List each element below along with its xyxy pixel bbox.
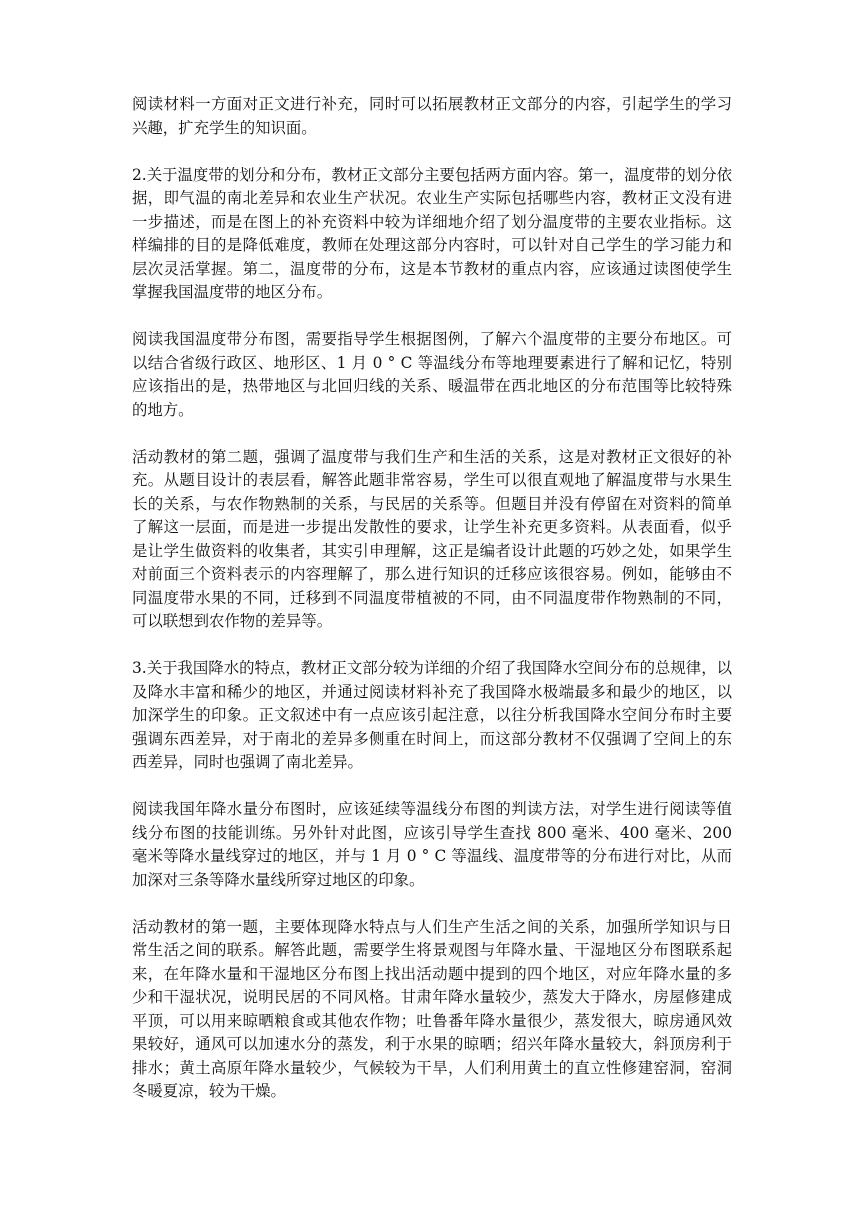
- paragraph-reading-material: 阅读材料一方面对正文进行补充，同时可以拓展教材正文部分的内容，引起学生的学习兴趣，扩充学生的知识面。: [132, 95, 732, 137]
- paragraph-activity-second-question: 活动教材的第二题，强调了温度带与我们生产和生活的关系，这是对教材正文很好的补充。从题目设计的表层看，解答此题非常容易，学生可以很直观地了解温度带与水果生长的关系，与农作物熟制的关系，与民居的关系等。但题目并没有停留在对资料的简单了解这一层面，而是进一步提出发散性的要求，让学生补充更多资料。从表面看，似乎是让学生做资料的收集者，其实引申理解，这正是编者设计此题的巧妙之处，如果学生对前面三个资料表示的内容理解了，那么进行知识的迁移应该很容易。例如，能够由不同温度带水果的不同，迁移到不同温度带植被的不同，由不同温度带作物熟制的不同，可以联想到农作物的差异等。: [132, 447, 732, 630]
- paragraph-activity-first-question: 活动教材的第一题，主要体现降水特点与人们生产生活之间的关系，加强所学知识与日常生活之间的联系。解答此题，需要学生将景观图与年降水量、干湿地区分布图联系起来，在年降水量和干湿地区分布图上找出活动题中提到的四个地区，对应年降水量的多少和干湿状况，说明民居的不同风格。甘肃年降水量较少，蒸发大于降水，房屋修建成平顶，可以用来晾晒粮食或其他农作物；吐鲁番年降水量很少，蒸发很大，晾房通风效果较好，通风可以加速水分的蒸发，利于水果的晾晒；绍兴年降水量较大，斜顶房利于排水；黄土高原年降水量较少，气候较为干旱，人们利用黄土的直立性修建窑洞，窑洞冬暖夏凉，较为干燥。: [132, 917, 732, 1100]
- paragraph-temperature-zones: 2.关于温度带的划分和分布，教材正文部分主要包括两方面内容。第一，温度带的划分依据，即气温的南北差异和农业生产状况。农业生产实际包括哪些内容，教材正文没有进一步描述，而是在图上的补充资料中较为详细地介绍了划分温度带的主要农业指标。这样编排的目的是降低难度，教师在处理这部分内容时，可以针对自己学生的学习能力和层次灵活掌握。第二，温度带的分布，这是本节教材的重点内容，应该通过读图使学生掌握我国温度带的地区分布。: [132, 165, 732, 301]
- paragraph-precipitation-map: 阅读我国年降水量分布图时，应该延续等温线分布图的判读方法，对学生进行阅读等值线分布图的技能训练。另外针对此图，应该引导学生查找 800 毫米、400 毫米、200 毫米等降水量线穿过的地区，并与 1 月 0 ° C 等温线、温度带等的分布进行对比，从而加深对三条等降水量线所穿过地区的印象。: [132, 800, 732, 889]
- paragraph-precipitation-features: 3.关于我国降水的特点，教材正文部分较为详细的介绍了我国降水空间分布的总规律，以及降水丰富和稀少的地区，并通过阅读材料补充了我国降水极端最多和最少的地区，以加深学生的印象。正文叙述中有一点应该引起注意，以往分析我国降水空间分布时主要强调东西差异，对于南北的差异多侧重在时间上，而这部分教材不仅强调了空间上的东西差异，同时也强调了南北差异。: [132, 659, 732, 771]
- paragraph-temperature-map: 阅读我国温度带分布图，需要指导学生根据图例，了解六个温度带的主要分布地区。可以结合省级行政区、地形区、1 月 0 ° C 等温线分布等地理要素进行了解和记忆，特别应该指出的是，热带地区与北回归线的关系、暖温带在西北地区的分布范围等比较特殊的地方。: [132, 330, 732, 419]
- document-page: [132, 93, 732, 1127]
